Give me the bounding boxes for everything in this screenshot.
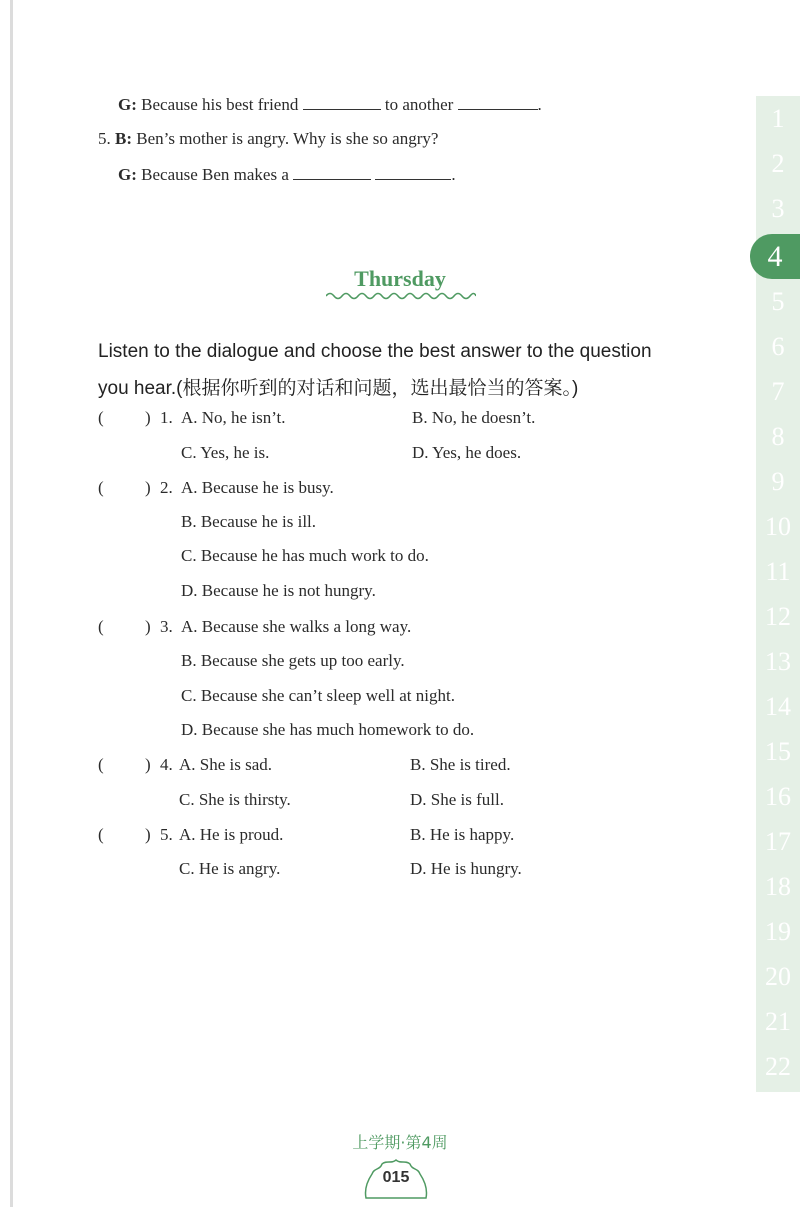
speaker-label: G: [118, 165, 137, 184]
week-tab-19[interactable]: 19 [765, 917, 791, 946]
option-b[interactable]: B. No, he doesn’t. [412, 408, 536, 427]
week-tab-12[interactable]: 12 [765, 602, 791, 631]
week-tab-10[interactable]: 10 [765, 512, 791, 541]
option-a[interactable]: A. Because he is busy. [181, 478, 334, 497]
week-tab-6[interactable]: 6 [771, 332, 785, 361]
week-tab-2[interactable]: 2 [771, 149, 785, 178]
option-d[interactable]: D. He is hungry. [410, 859, 522, 878]
dialogue-period: . [537, 95, 542, 114]
week-tab-20[interactable]: 20 [765, 962, 791, 991]
option-d[interactable]: D. Because she has much homework to do. [181, 720, 475, 739]
option-d[interactable]: D. Because he is not hungry. [181, 581, 376, 600]
option-b[interactable]: B. Because he is ill. [181, 512, 317, 531]
section-title: Thursday [354, 266, 446, 291]
answer-bracket-open: ( [98, 825, 104, 844]
option-c[interactable]: C. Yes, he is. [181, 443, 270, 462]
week-tab-22[interactable]: 22 [765, 1052, 791, 1081]
answer-bracket-close: ) [145, 617, 151, 636]
option-b[interactable]: B. She is tired. [410, 755, 511, 774]
question-number: 3. [160, 617, 173, 636]
week-tab-14[interactable]: 14 [765, 692, 791, 721]
week-tab-17[interactable]: 17 [765, 827, 791, 856]
week-tab-7[interactable]: 7 [771, 377, 785, 406]
speaker-label: B: [115, 129, 132, 148]
dialogue-text: Because his best friend [136, 95, 303, 114]
answer-bracket-close: ) [145, 408, 151, 427]
instruction-line-2: you hear.(根据你听到的对话和问题，选出最恰当的答案。) [98, 378, 579, 399]
option-a[interactable]: A. She is sad. [179, 755, 273, 774]
option-d[interactable]: D. She is full. [410, 790, 504, 809]
answer-blank[interactable] [375, 163, 451, 180]
answer-bracket-open: ( [98, 617, 104, 636]
question-number: 2. [160, 478, 173, 497]
option-b[interactable]: B. Because she gets up too early. [181, 651, 405, 670]
page-spine-line [10, 0, 13, 1207]
option-c[interactable]: C. He is angry. [179, 859, 281, 878]
option-a[interactable]: A. No, he isn’t. [181, 408, 286, 427]
week-tab-strip [756, 96, 800, 1092]
answer-bracket-close: ) [145, 478, 151, 497]
option-c[interactable]: C. She is thirsty. [179, 790, 291, 809]
week-tab-13[interactable]: 13 [765, 647, 791, 676]
option-a[interactable]: A. Because she walks a long way. [181, 617, 412, 636]
speaker-label: G: [118, 95, 137, 114]
answer-bracket-open: ( [98, 408, 104, 427]
question-number: 4. [160, 755, 173, 774]
dialogue-line-g1 [118, 93, 542, 115]
option-c[interactable]: C. Because she can’t sleep well at night. [181, 686, 455, 705]
week-tab-5[interactable]: 5 [771, 287, 785, 316]
wave-underline-decoration [326, 290, 476, 302]
instruction-line-1: Listen to the dialogue and choose the best answer to the question [98, 341, 652, 362]
dialogue-text: to another [380, 95, 458, 114]
dialogue-text: Because Ben makes a [136, 165, 294, 184]
answer-blank[interactable] [293, 163, 371, 180]
dialogue-line-g2 [118, 163, 456, 185]
option-a[interactable]: A. He is proud. [179, 825, 284, 844]
dialogue-period: . [451, 165, 456, 184]
option-d[interactable]: D. Yes, he does. [412, 443, 522, 462]
week-tab-4-active[interactable]: 4 [750, 234, 800, 279]
dialogue-line-b5 [98, 129, 438, 149]
item-number: 5. [98, 129, 111, 148]
option-c[interactable]: C. Because he has much work to do. [181, 546, 429, 565]
page-number: 015 [382, 1169, 410, 1186]
answer-blank[interactable] [303, 93, 381, 110]
week-tab-21[interactable]: 21 [765, 1007, 791, 1036]
week-tab-15[interactable]: 15 [765, 737, 791, 766]
question-number: 5. [160, 825, 173, 844]
week-tab-8[interactable]: 8 [771, 422, 785, 451]
dialogue-text: Ben’s mother is angry. Why is she so angry? [132, 129, 439, 148]
answer-bracket-close: ) [145, 825, 151, 844]
answer-bracket-open: ( [98, 478, 104, 497]
question-number: 1. [160, 408, 173, 427]
answer-bracket-open: ( [98, 755, 104, 774]
footer-term-week: 上学期·第4周 [352, 1133, 448, 1152]
answer-bracket-close: ) [145, 755, 151, 774]
week-tab-1[interactable]: 1 [771, 104, 785, 133]
week-tab-18[interactable]: 18 [765, 872, 791, 901]
week-tab-11[interactable]: 11 [765, 557, 791, 586]
week-tab-9[interactable]: 9 [771, 467, 785, 496]
week-tab-16[interactable]: 16 [765, 782, 791, 811]
week-tab-3[interactable]: 3 [771, 194, 785, 223]
option-b[interactable]: B. He is happy. [410, 825, 515, 844]
answer-blank[interactable] [458, 93, 538, 110]
